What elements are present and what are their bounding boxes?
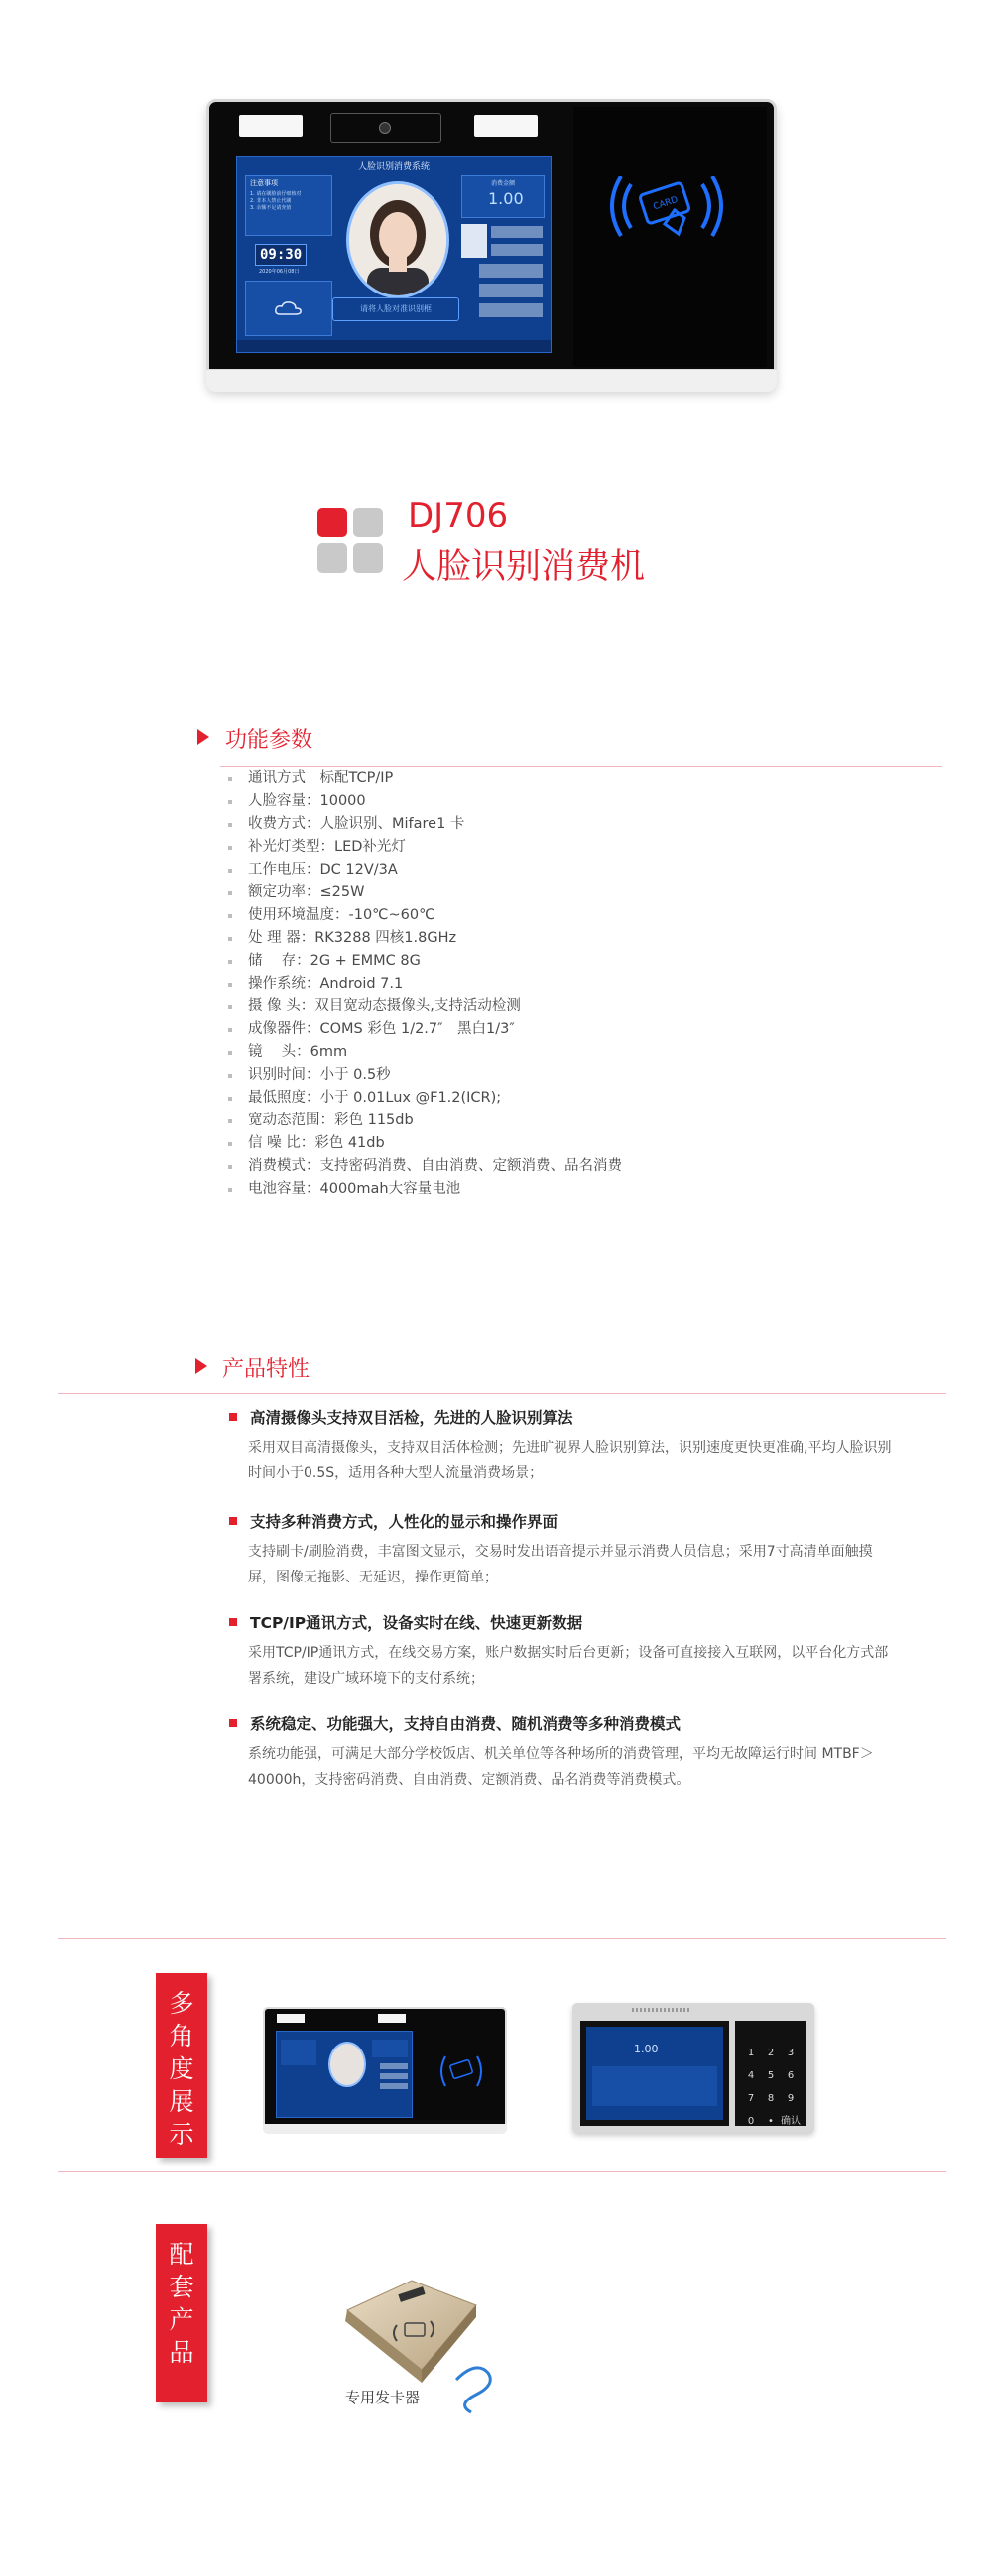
product-model: DJ706 (408, 496, 509, 535)
thumb2-panel (592, 2066, 717, 2106)
spec-item: 操作系统：Android 7.1 (228, 973, 622, 995)
brand-logo (317, 508, 393, 583)
hero-device-image (206, 99, 777, 395)
screen-title: 人脸识别消费系统 (357, 162, 430, 172)
spec-item: 镜 头：6mm (228, 1041, 622, 1064)
feature-title-4: 系统稳定、功能强大，支持自由消费、随机消费等多种消费模式 (250, 1715, 682, 1733)
notice-line-1: 1. 请在刷脸前仔细核对 (250, 191, 302, 197)
prompt-box (332, 297, 459, 321)
thumb2-screen (586, 2027, 723, 2120)
weather-panel (245, 281, 332, 336)
spec-item: 使用环境温度：-10℃~60℃ (228, 904, 622, 927)
features-arrow-icon (195, 1358, 207, 1374)
keypad-key: 确认 (781, 2116, 801, 2127)
screen-nav-bar (237, 340, 551, 352)
feature-bullet-2 (229, 1517, 237, 1525)
notice-line-2: 2. 非本人禁止代刷 (250, 198, 292, 204)
spec-item: 储 存：2G + EMMC 8G (228, 950, 622, 973)
keypad-key: 9 (787, 2093, 795, 2104)
thumb1-window-right (378, 2014, 406, 2023)
thumb1-bar-2 (380, 2073, 408, 2079)
multi-angle-divider (58, 1938, 946, 1939)
spec-item: 人脸容量：10000 (228, 790, 622, 813)
amount-value: 1.00 (488, 189, 524, 208)
feature-desc-2: 支持刷卡/刷脸消费，丰富图文显示，交易时发出语音提示并显示消费人员信息；采用7寸高清单面触摸屏，图像无拖影、无延迟，操作更简单； (248, 1544, 873, 1585)
logo-square-red (317, 508, 347, 537)
thumbnail-keypad-model (572, 2003, 814, 2133)
keypad-key: 0 (747, 2116, 755, 2127)
keypad-key: 2 (767, 2048, 775, 2058)
features-heading: 产品特性 (222, 1357, 310, 1382)
specs-heading: 功能参数 (225, 728, 313, 753)
cloud-icon (274, 299, 304, 317)
keypad-key: 7 (747, 2093, 755, 2104)
amount-panel (461, 175, 545, 218)
logo-square-grey-1 (353, 508, 383, 537)
face-portrait-icon (349, 184, 446, 295)
face-frame (346, 181, 449, 298)
date-display: 2020年06月08日 (259, 269, 300, 275)
accessories-tab: 配 套 产 品 (156, 2224, 207, 2402)
thumbnail-front-view (263, 2007, 507, 2134)
spec-item: 信 噪 比：彩色 41db (228, 1132, 622, 1155)
prompt-text: 请将人脸对准识别框 (360, 304, 432, 313)
feature-desc-3: 采用TCP/IP通讯方式，在线交易方案，账户数据实时后台更新；设备可直接接入互联网，以平台化方式部署系统，建设广域环境下的支付系统； (248, 1645, 889, 1687)
card-issuer-caption: 专用发卡器 (345, 2389, 421, 2406)
nfc-card-icon (573, 107, 767, 367)
feature-title-1: 高清摄像头支持双目活检，先进的人脸识别算法 (250, 1409, 573, 1427)
feature-desc-4: 系统功能强，可满足大部分学校饭店、机关单位等各种场所的消费管理，平均无故障运行时间 MTBF＞40000h，支持密码消费、自由消费、定额消费、品名消费等消费模式。 (248, 1746, 874, 1788)
info-bar-4 (479, 284, 543, 297)
spec-item: 补光灯类型：LED补光灯 (228, 836, 622, 859)
feature-bullet-1 (229, 1413, 237, 1421)
amount-label: 消费金额 (490, 180, 515, 187)
multi-angle-tab: 多 角 度 展 示 (156, 1973, 207, 2158)
sensor-window-right (474, 115, 538, 137)
info-bar-2 (491, 244, 543, 256)
clock-display: 09:30 (255, 244, 307, 266)
keypad-key: • (768, 2116, 774, 2127)
thumb2-amount: 1.00 (634, 2043, 659, 2055)
device-bottom-bezel (206, 369, 777, 392)
sensor-window-left (239, 115, 303, 137)
device-screen (236, 156, 552, 353)
logo-square-grey-3 (353, 543, 383, 573)
spec-item: 工作电压：DC 12V/3A (228, 859, 622, 881)
keypad-key: 5 (767, 2070, 775, 2081)
thumb1-screen (276, 2031, 413, 2118)
specs-arrow-icon (197, 729, 209, 745)
thumb1-bar-3 (380, 2083, 408, 2089)
notice-line-3: 3. 余额不足请充值 (250, 205, 292, 211)
spec-item: 摄 像 头：双目宽动态摄像头,支持活动检测 (228, 995, 622, 1018)
keypad-key: 1 (747, 2048, 755, 2058)
thumb1-face (328, 2042, 366, 2087)
thumb1-bar-1 (380, 2063, 408, 2069)
spec-item: 成像器件：COMS 彩色 1/2.7″ 黑白1/3″ (228, 1018, 622, 1041)
camera-lens-icon (379, 122, 391, 134)
spec-list (228, 767, 622, 1201)
card-label: CARD (652, 194, 680, 213)
info-bar-3 (479, 264, 543, 278)
notice-title: 注意事项 (250, 179, 278, 187)
spec-item: 电池容量：4000mah大容量电池 (228, 1178, 622, 1201)
thumb2-speaker-grille (632, 2008, 691, 2012)
keypad-key: 3 (787, 2048, 795, 2058)
spec-item: 最低照度：小于 0.01Lux @F1.2(ICR); (228, 1087, 622, 1110)
spec-item: 识别时间：小于 0.5秒 (228, 1064, 622, 1087)
spec-item: 收费方式：人脸识别、Mifare1 卡 (228, 813, 622, 836)
product-name: 人脸识别消费机 (402, 547, 646, 587)
logo-square-grey-2 (317, 543, 347, 573)
feature-desc-1: 采用双目高清摄像头，支持双目活体检测；先进旷视界人脸识别算法，识别速度更快更准确,平均人脸识别时间小于0.5S，适用各种大型人流量消费场景； (248, 1440, 892, 1481)
spec-item: 额定功率：≤25W (228, 881, 622, 904)
features-divider (58, 1393, 946, 1394)
spec-item: 通讯方式 标配TCP/IP (228, 767, 622, 790)
feature-title-3: TCP/IP通讯方式，设备实时在线、快速更新数据 (250, 1614, 583, 1632)
thumb2-keypad (735, 2021, 806, 2126)
spec-item: 处 理 器：RK3288 四核1.8GHz (228, 927, 622, 950)
spec-item: 宽动态范围：彩色 115db (228, 1110, 622, 1132)
thumb1-panel-right (372, 2040, 408, 2057)
keypad-key: 4 (747, 2070, 755, 2081)
info-bar-5 (479, 303, 543, 317)
card-reader-zone (573, 107, 767, 367)
thumb1-nfc-icon (432, 2047, 491, 2096)
accessories-divider (58, 2171, 946, 2172)
keypad-grid (741, 2041, 803, 2132)
keypad-key: 8 (767, 2093, 775, 2104)
spec-item: 消费模式：支持密码消费、自由消费、定额消费、品名消费 (228, 1155, 622, 1178)
keypad-key: 6 (787, 2070, 795, 2081)
feature-bullet-4 (229, 1719, 237, 1727)
thumb1-panel-left (281, 2040, 316, 2065)
qr-code-icon (461, 224, 487, 258)
feature-bullet-3 (229, 1618, 237, 1626)
thumb1-bottom (263, 2124, 507, 2134)
info-bar-1 (491, 226, 543, 238)
notice-panel (245, 175, 332, 236)
feature-title-2: 支持多种消费方式，人性化的显示和操作界面 (250, 1513, 558, 1531)
thumb1-window-left (277, 2014, 305, 2023)
